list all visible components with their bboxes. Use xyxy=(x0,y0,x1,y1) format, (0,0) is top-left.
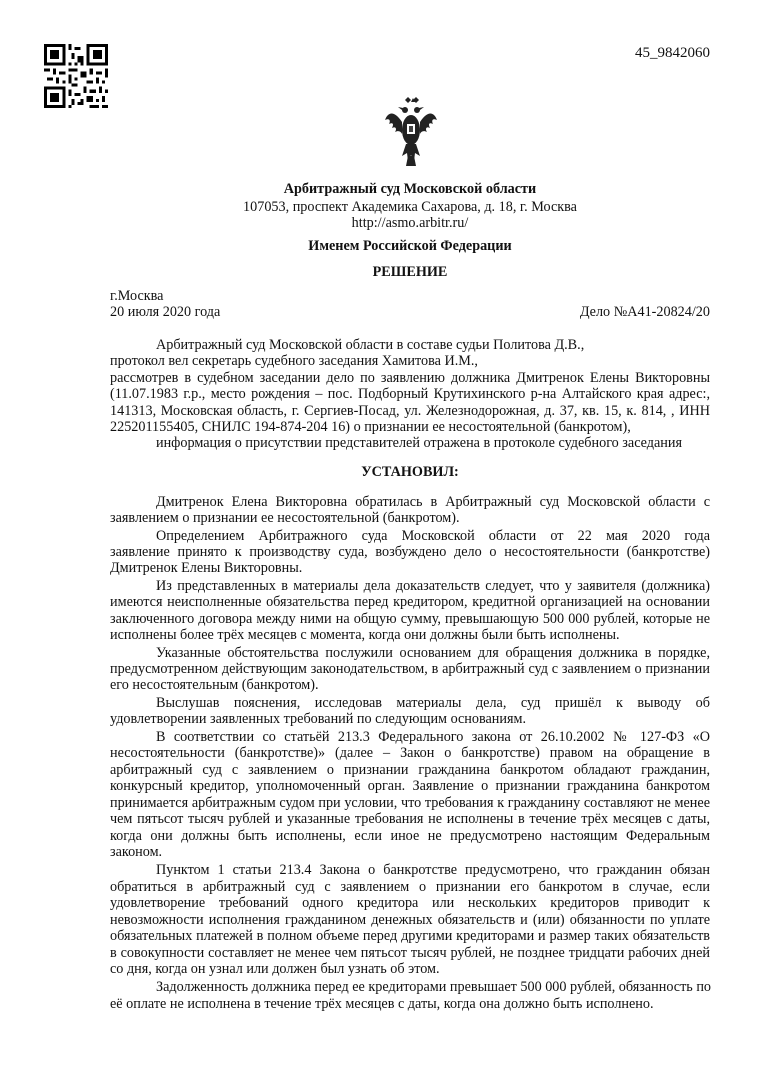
body-text-line: исполнены более трёх месяцев с момента, когда они должны были быть исполнены. xyxy=(110,627,620,643)
body-text-line: чем пятьсот тысяч рублей и указанные требования не исполнены в течение трёх месяцев с даты, xyxy=(110,811,710,827)
established-heading: УСТАНОВИЛ: xyxy=(361,464,459,480)
body-text-line: со дня, когда он узнал или должен был узнать об этом. xyxy=(110,961,440,977)
body-text-line: когда они должны быть исполнены, если иное не предусмотрено настоящим Федеральным xyxy=(110,828,710,844)
body-text-line: невозможности исполнения гражданином денежных обязательств и (или) обязанности по уплате xyxy=(110,912,710,928)
body-text-line: несостоятельности (банкротстве)» (далее – Закон о банкротстве) правом на обращение в xyxy=(110,745,710,761)
body-text-line: её оплате не исполнена в течение трёх месяцев с даты, когда она должно быть исполнено. xyxy=(110,996,654,1012)
body-text-line: Дмитренок Елена Викторовна обратилась в Арбитражный суд Московской области с xyxy=(156,494,710,510)
body-text-line: заявление принято к производству суда, возбуждено дело о несостоятельности (банкротстве) xyxy=(110,544,710,560)
body-text-line: конкурсный кредитор, уполномоченный орган. Заявление о признании гражданина банкротом xyxy=(110,778,710,794)
body-text-line: Задолженность должника перед ее кредиторами превышает 500 000 рублей, обязанность по xyxy=(156,979,712,995)
body-text-line: удовлетворение требований одного кредитора или нескольких кредиторов приводит к xyxy=(110,895,710,911)
document-id: 45_9842060 xyxy=(635,45,710,61)
body-text-line: предусмотренном действующим законодательством, в арбитражный суд с заявлением о признании xyxy=(110,661,710,677)
court-website: http://asmo.arbitr.ru/ xyxy=(351,215,469,231)
city: г.Москва xyxy=(110,288,164,304)
body-text-line: В соответствии со статьёй 213.3 Федерального закона от 26.10.2002 № 127-ФЗ «О xyxy=(156,729,710,745)
body-text-line: законом. xyxy=(110,844,163,860)
body-text-line: удовлетворении заявленных требований по следующим основаниям. xyxy=(110,711,527,727)
body-text-line: Выслушав пояснения, исследовав материалы дела, суд пришёл к выводу об xyxy=(156,695,710,711)
intro-line: 141313, Московская область, г. Сергиев-Посад, ул. Железнодорожная, д. 37, кв. 15, к. 814, , ИНН xyxy=(110,403,710,419)
case-number: Дело №А41-20824/20 xyxy=(579,304,710,320)
body-text-line: обратиться в арбитражный суд с заявлением о признании его банкротом в случае, если xyxy=(110,879,710,895)
intro-line: 225201155405, СНИЛС 194-874-204 16) о признании ее несостоятельной (банкротом), xyxy=(110,419,631,435)
qr-code xyxy=(44,44,108,108)
decision-date: 20 июля 2020 года xyxy=(110,304,221,320)
intro-line: протокол вел секретарь судебного заседания Хамитова И.М., xyxy=(110,353,478,369)
body-text-line: Из представленных в материалы дела доказательств следует, что у заявителя (должника) xyxy=(156,578,710,594)
in-the-name-heading: Именем Российской Федерации xyxy=(308,238,512,254)
intro-line: информация о присутствии представителей отражена в протоколе судебного заседания xyxy=(156,435,683,451)
body-text-line: принимается арбитражным судом при условии, что требования к гражданину составляют не менее xyxy=(110,795,710,811)
body-text-line: обязательных платежей в полном объеме перед другими кредиторами и размер таких обязательств xyxy=(110,928,710,944)
intro-line: рассмотрев в судебном заседании дело по заявлению должника Дмитренок Елены Викторовны xyxy=(110,370,710,386)
court-address: 107053, проспект Академика Сахарова, д. 18, г. Москва xyxy=(243,199,577,215)
body-text-line: заключенного договора между ними на общую сумму, превышающую 500 000 рублей, которые не xyxy=(110,611,710,627)
body-text-line: Определением Арбитражного суда Московской области от 22 мая 2020 года xyxy=(156,528,710,544)
intro-line: (11.07.1983 г.р., место рождения – пос. Подборный Крутихинского р-на Алтайского края адрес:, xyxy=(110,386,710,402)
body-text-line: имеются неисполненные обязательства перед кредитором, кредитной организацией на основании xyxy=(110,594,710,610)
body-text-line: в совокупности составляет не менее чем пятьсот тысяч рублей, не позднее тридцати рабочих дней xyxy=(110,945,710,961)
body-text-line: Указанные обстоятельства послужили основанием для обращения должника в порядке, xyxy=(156,645,710,661)
court-name: Арбитражный суд Московской области xyxy=(283,181,537,197)
body-text-line: заявлением о признании ее несостоятельной (банкротом). xyxy=(110,510,460,526)
coat-of-arms-emblem xyxy=(384,96,438,168)
body-text-line: арбитражный суд с заявлением о признании гражданина банкротом обладают гражданин, xyxy=(110,762,710,778)
decision-title: РЕШЕНИЕ xyxy=(372,264,448,280)
body-text-line: Пунктом 1 статьи 213.4 Закона о банкротстве предусмотрено, что гражданин обязан xyxy=(156,862,710,878)
body-text-line: Дмитренок Елены Викторовны. xyxy=(110,560,303,576)
intro-line: Арбитражный суд Московской области в составе судьи Политова Д.В., xyxy=(156,337,585,353)
body-text-line: его несостоятельным (банкротом). xyxy=(110,677,319,693)
